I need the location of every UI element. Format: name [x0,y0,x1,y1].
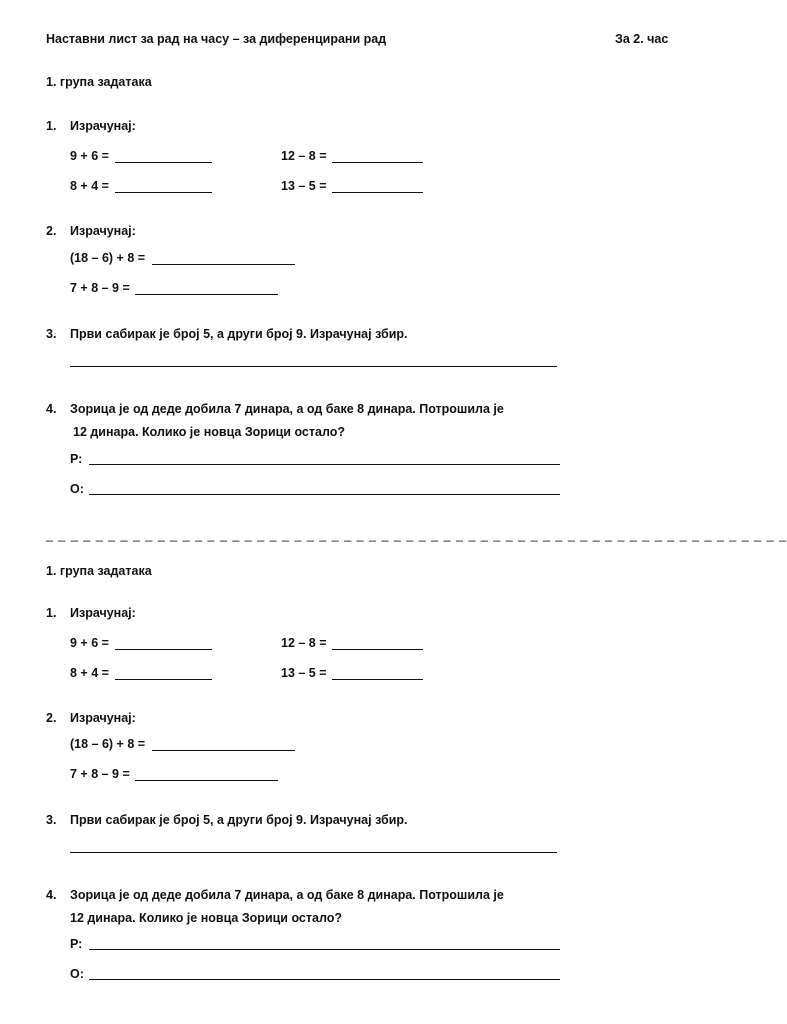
task-number: 2. [46,224,57,238]
expression: 12 – 8 = [281,149,327,163]
group-title: 1. група задатака [46,75,152,89]
solution-label: Р: [70,937,83,951]
task-text: Зорица је од деде добила 7 динара, а од баке 8 динара. Потрошила је [70,402,504,416]
answer-line[interactable] [152,750,295,751]
expression: 9 + 6 = [70,149,109,163]
expression: (18 – 6) + 8 = [70,737,146,751]
answer-line[interactable] [115,649,212,650]
task-label: Израчунај: [70,606,136,620]
answer-line[interactable] [135,294,278,295]
answer-label: О: [70,482,84,496]
cut-separator: _ _ _ _ _ _ _ _ _ _ _ _ _ _ _ _ _ _ _ _ _ _ _ _ _ _ _ _ _ _ _ _ _ _ _ _ _ _ _ _ _ _ _ _ _ _ _ _ _ _ _ _ _ _ _ _ _ _ _ _ [46,528,787,542]
task-label: Израчунај: [70,119,136,133]
task-number: 4. [46,888,57,902]
expression: 8 + 4 = [70,179,109,193]
answer-line[interactable] [115,162,212,163]
task-text: 12 динара. Колико је новца Зорици остало? [70,911,343,925]
task-text: Први сабирак је број 5, а други број 9. Израчунај збир. [70,813,408,827]
solution-label: Р: [70,452,83,466]
task-number: 3. [46,813,57,827]
expression: 12 – 8 = [281,636,327,650]
answer-line[interactable] [89,979,560,980]
expression: (18 – 6) + 8 = [70,251,146,265]
solution-line[interactable] [89,464,560,465]
answer-line[interactable] [135,780,278,781]
answer-line[interactable] [332,649,423,650]
answer-line[interactable] [332,192,423,193]
answer-line[interactable] [332,162,423,163]
solution-line[interactable] [89,949,560,950]
task-label: Израчунај: [70,711,136,725]
answer-line[interactable] [70,852,557,853]
task-text: 12 динара. Колико је новца Зорици остало? [73,425,346,439]
expression: 13 – 5 = [281,179,327,193]
task-text: Зорица је од деде добила 7 динара, а од баке 8 динара. Потрошила је [70,888,504,902]
expression: 7 + 8 – 9 = [70,767,130,781]
task-number: 2. [46,711,57,725]
task-text: Први сабирак је број 5, а други број 9. Израчунај збир. [70,327,408,341]
expression: 8 + 4 = [70,666,109,680]
worksheet-title: Наставни лист за рад на часу – за диференцирани рад [46,32,387,46]
answer-label: О: [70,967,84,981]
task-number: 3. [46,327,57,341]
task-label: Израчунај: [70,224,136,238]
lesson-label: За 2. час [615,32,669,46]
task-number: 1. [46,119,57,133]
answer-line[interactable] [70,366,557,367]
answer-line[interactable] [332,679,423,680]
answer-line[interactable] [152,264,295,265]
expression: 13 – 5 = [281,666,327,680]
expression: 7 + 8 – 9 = [70,281,130,295]
task-number: 1. [46,606,57,620]
task-number: 4. [46,402,57,416]
answer-line[interactable] [115,192,212,193]
group-title: 1. група задатака [46,564,152,578]
answer-line[interactable] [115,679,212,680]
expression: 9 + 6 = [70,636,109,650]
answer-line[interactable] [89,494,560,495]
